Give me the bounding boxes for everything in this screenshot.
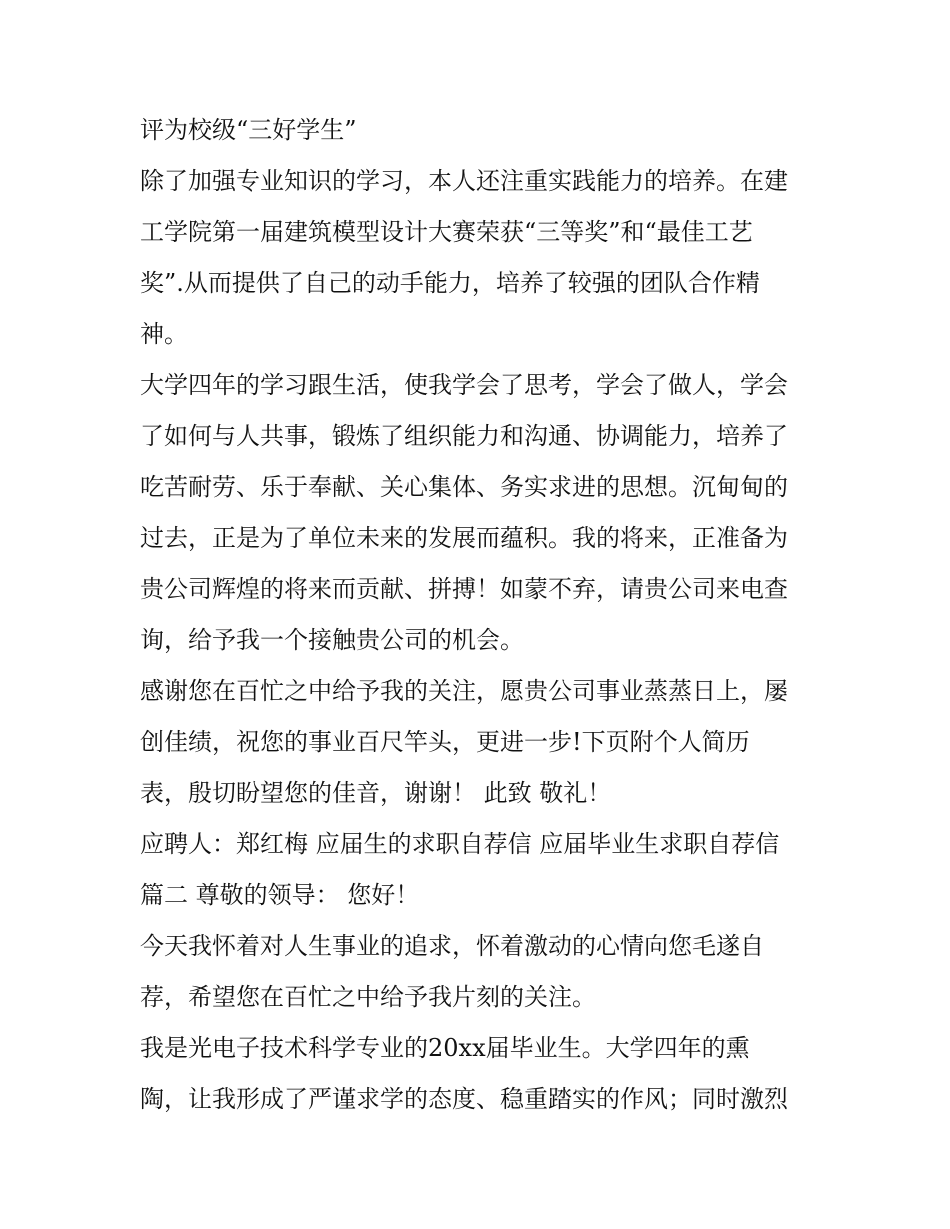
text-line: 我是光电子技术科学专业的20xx届毕业生。大学四年的熏 — [140, 1034, 750, 1062]
text-line: 吃苦耐劳、乐于奉献、关心集体、务实求进的思想。沉甸甸的 — [140, 473, 788, 501]
document-body — [140, 110, 820, 1130]
text-line: 询，给予我一个接触贵公司的机会。 — [140, 626, 524, 654]
text-line: 篇二 尊敬的领导： 您好！ — [140, 881, 420, 909]
text-line: 荐，希望您在百忙之中给予我片刻的关注。 — [140, 983, 596, 1011]
text-line: 神。 — [140, 320, 188, 348]
text-line: 工学院第一届建筑模型设计大赛荣获“三等奖”和“最佳工艺 — [140, 218, 753, 246]
text-line: 表，殷切盼望您的佳音，谢谢！ 此致 敬礼！ — [140, 779, 612, 807]
text-line: 陶，让我形成了严谨求学的态度、稳重踏实的作风；同时激烈 — [140, 1085, 788, 1113]
text-line: 创佳绩，祝您的事业百尺竿头，更进一步!下页附个人简历 — [140, 728, 750, 756]
text-line: 今天我怀着对人生事业的追求，怀着激动的心情向您毛遂自 — [140, 932, 764, 960]
text-line: 评为校级“三好学生” — [140, 116, 357, 144]
text-line: 贵公司辉煌的将来而贡献、拼搏！如蒙不弃，请贵公司来电查 — [140, 575, 788, 603]
text-line: 大学四年的学习跟生活，使我学会了思考，学会了做人，学会 — [140, 371, 788, 399]
text-line: 感谢您在百忙之中给予我的关注，愿贵公司事业蒸蒸日上，屡 — [140, 677, 788, 705]
text-line: 应聘人：郑红梅 应届生的求职自荐信 应届毕业生求职自荐信 — [140, 830, 780, 858]
text-line: 过去，正是为了单位未来的发展而蕴积。我的将来，正准备为 — [140, 524, 788, 552]
text-line: 除了加强专业知识的学习，本人还注重实践能力的培养。在建 — [140, 167, 788, 195]
text-line: 奖”.从而提供了自己的动手能力，培养了较强的团队合作精 — [140, 269, 760, 297]
text-line: 了如何与人共事，锻炼了组织能力和沟通、协调能力，培养了 — [140, 422, 788, 450]
